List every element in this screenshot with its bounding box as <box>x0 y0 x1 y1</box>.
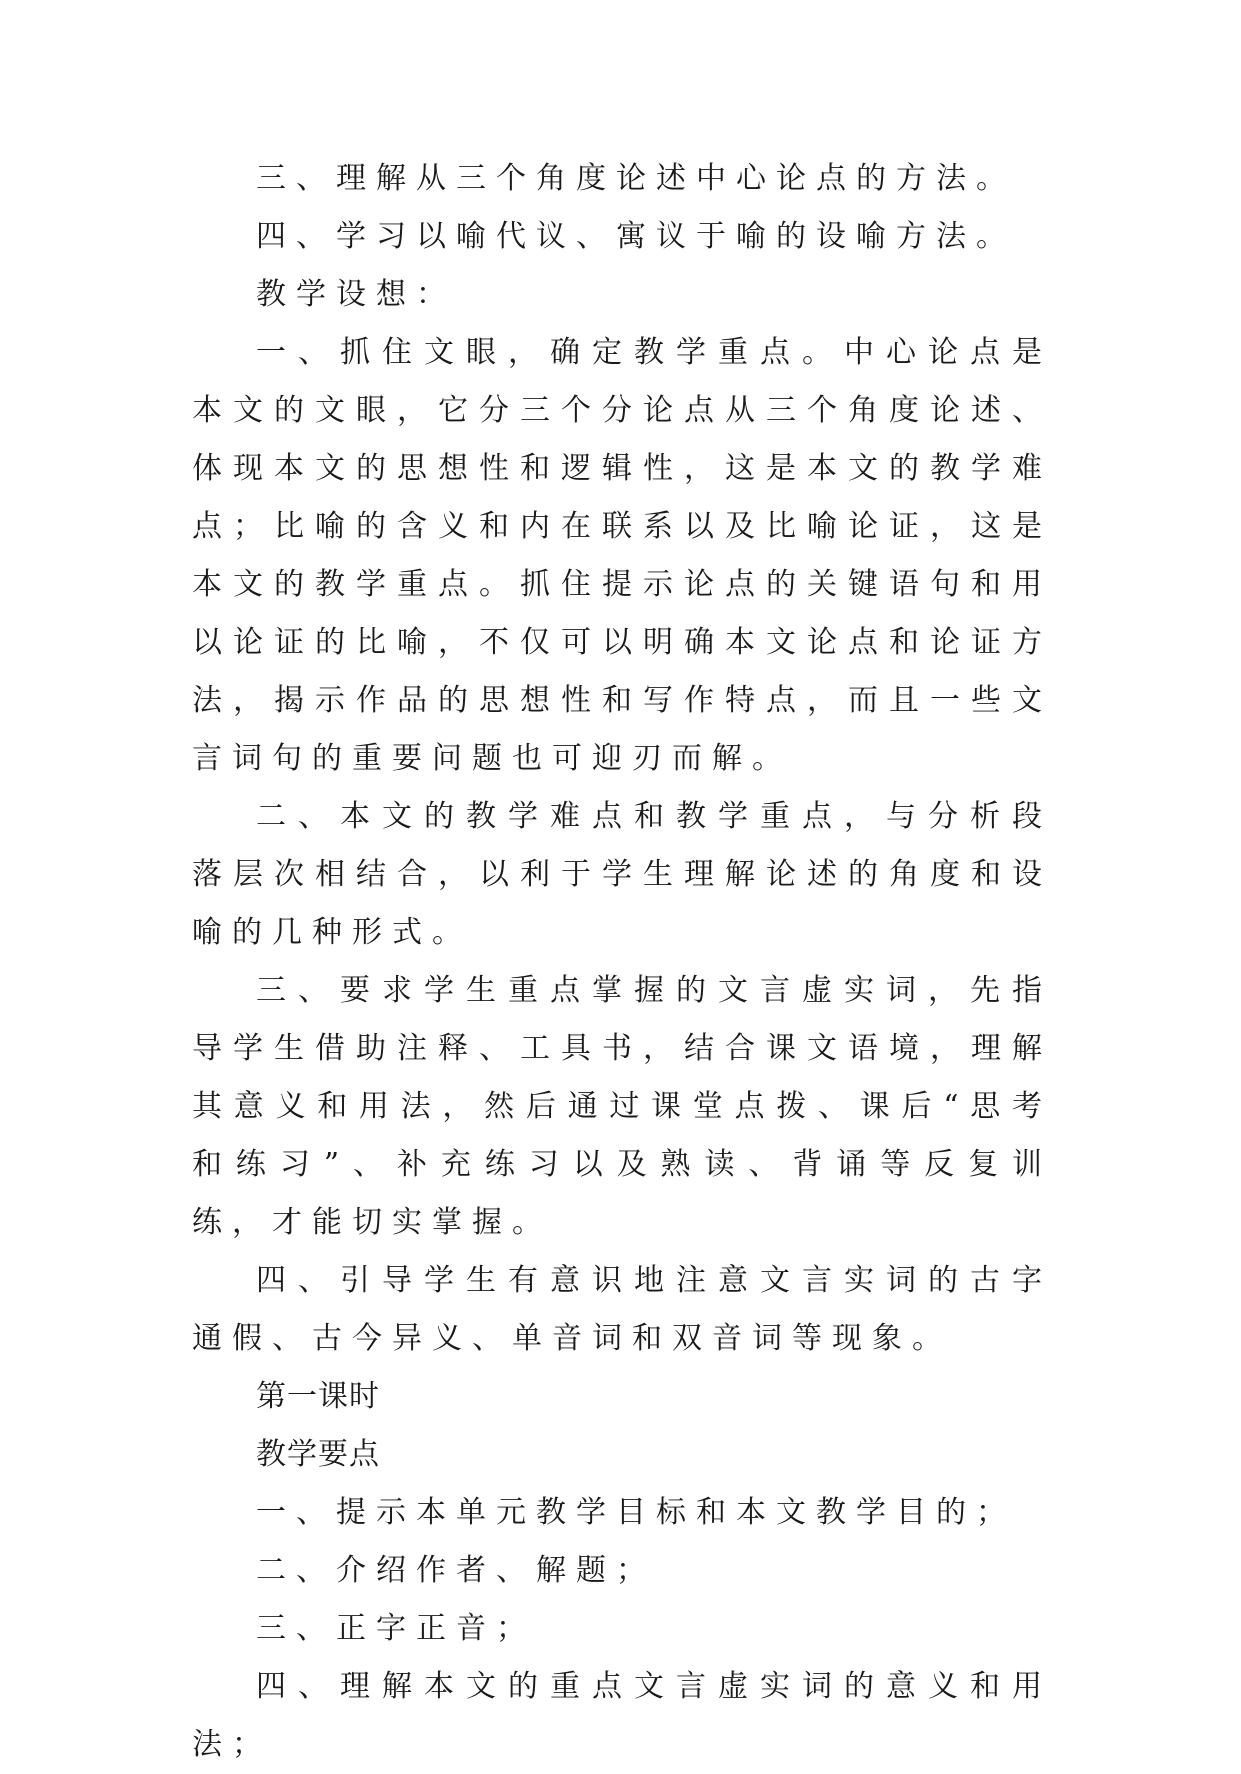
document-page <box>192 150 1052 1774</box>
paragraph-objective-3: 三、理解从三个角度论述中心论点的方法。 <box>256 161 1016 196</box>
paragraph-plan-4: 四、引导学生有意识地注意文言实词的古字通假、古今异义、单音词和双音词等现象。 <box>192 1263 1052 1356</box>
paragraph-point-3: 三、正字正音； <box>256 1611 536 1646</box>
paragraph-point-2: 二、介绍作者、解题； <box>256 1553 656 1588</box>
paragraph-objective-4: 四、学习以喻代议、寓议于喻的设喻方法。 <box>256 219 1016 254</box>
paragraph-heading-key-points: 教学要点 <box>256 1437 380 1472</box>
paragraph-heading-first-lesson: 第一课时 <box>256 1379 380 1414</box>
paragraph-plan-2: 二、本文的教学难点和教学重点，与分析段落层次相结合，以利于学生理解论述的角度和设喻的几种形式。 <box>192 799 1052 950</box>
paragraph-point-1: 一、提示本单元教学目标和本文教学目的； <box>256 1495 1016 1530</box>
paragraph-heading-teaching-plan: 教学设想： <box>256 277 456 312</box>
paragraph-point-4: 四、理解本文的重点文言虚实词的意义和用法； <box>192 1669 1052 1762</box>
paragraph-plan-1: 一、抓住文眼，确定教学重点。中心论点是本文的文眼，它分三个分论点从三个角度论述、体现本文的思想性和逻辑性，这是本文的教学难点；比喻的含义和内在联系以及比喻论证，这是本文的教学重点。抓住提示论点的关键语句和用以论证的比喻，不仅可以明确本文论点和论证方法，揭示作品的思想性和写作特点，而且一些文言词句的重要问题也可迎刃而解。 <box>192 335 1052 776</box>
paragraph-plan-3: 三、要求学生重点掌握的文言虚实词，先指导学生借助注释、工具书，结合课文语境，理解其意义和用法，然后通过课堂点拨、课后“思考和练习”、补充练习以及熟读、背诵等反复训练，才能切实掌握。 <box>192 973 1052 1240</box>
